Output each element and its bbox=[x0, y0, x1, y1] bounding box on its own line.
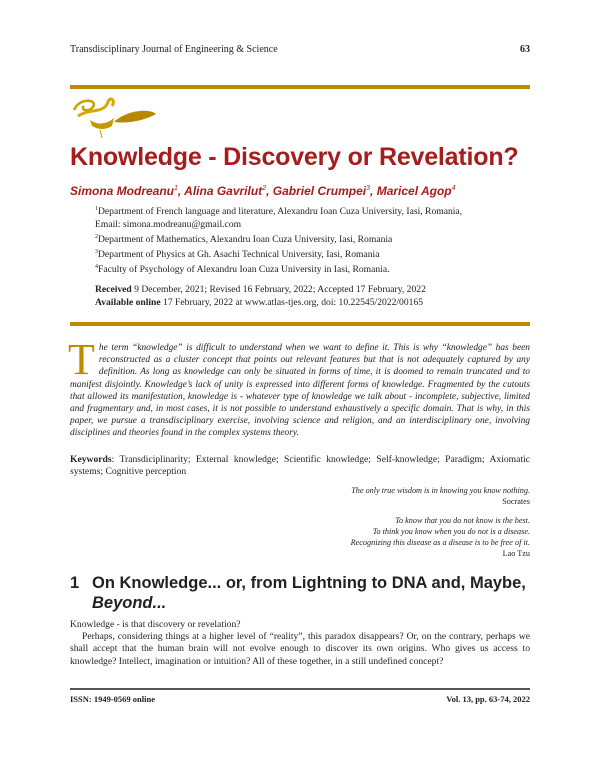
author-list: Simona Modreanu$^1$, Alina Gavrilut$^2$, Gabriel Crumpei$^3$, Maricel Agop$^4$ bbox=[70, 184, 456, 198]
affiliations bbox=[70, 205, 530, 276]
journal-logo bbox=[70, 94, 530, 140]
affiliation-1: $^1$Department of French language and literature, Alexandru Ioan Cuza University, Iasi, Romania, Email: simona.modreanu@gmail.com bbox=[95, 205, 463, 230]
running-header bbox=[70, 44, 530, 56]
epigraph-lao-tzu: To know that you do not know is the best. To think you know when you do not is a disease. Recognizing this disease as a disease is to be free of it. Lao Tzu bbox=[70, 515, 530, 559]
author: Simona Modreanu$^1$ bbox=[70, 184, 178, 198]
quote-author: Lao Tzu bbox=[502, 548, 530, 558]
drop-cap: T bbox=[68, 335, 95, 384]
section-heading: 1 On Knowledge... or, from Lightning to DNA and, Maybe, Beyond... bbox=[70, 573, 526, 612]
keywords: Keywords: Transdiciplinarity; External knowledge; Scientific knowledge; Self-knowledge; Paradigm; Axiomatic systems; Cognitive perception bbox=[70, 453, 530, 478]
received-dates: Received 9 December, 2021; Revised 16 February, 2022; Accepted 17 February, 2022 bbox=[95, 284, 426, 295]
body-text bbox=[70, 619, 530, 669]
affiliation-3: $^3$Department of Physics at Gh. Asachi Technical University, Iasi, Romania bbox=[95, 248, 380, 260]
author: Alina Gavrilut$^2$ bbox=[184, 184, 267, 198]
author: Gabriel Crumpei$^3$ bbox=[272, 184, 371, 198]
gold-rule-top bbox=[70, 85, 530, 89]
page-number: 63 bbox=[520, 44, 530, 55]
abstract: The term “knowledge” is difficult to understand when we want to define it. This is why “knowledge” has been reconstructed as a cluster concept that points out relevant features but that is not adequately captured by any definition. As long as knowledge can only be situated in forms of time, it is doomed to remain truncated and to manifest disjointly. Knowledge’s lack of unity is expressed into different forms of knowledge. Fragmented by the cutouts that allowed its manifestation, knowledge is - whatever type of knowledge we talk about - incomplete, subjective, limited and fragmentary and, in most cases, it is not possible to understand exhaustively a specific domain. That is why, in this paper, we pursue a transdisciplinary exercise, involving science and religion, and an interdisciplinary one, involving disciplines and theories found in the complex systems theory. bbox=[68, 335, 530, 439]
quote-author: Socrates bbox=[502, 496, 530, 506]
volume-info: Vol. 13, pp. 63-74, 2022 bbox=[446, 694, 530, 705]
epigraph-socrates: The only true wisdom is in knowing you know nothing. Socrates bbox=[70, 485, 530, 507]
footer-rule bbox=[70, 688, 530, 690]
issn: ISSN: 1949-0569 online bbox=[70, 694, 156, 705]
affiliation-4: $^4$Faculty of Psychology of Alexandru Ioan Cuza University in Iasi, Romania. bbox=[95, 263, 390, 275]
paragraph: Knowledge - is that discovery or revelation? bbox=[70, 618, 241, 630]
online-date: Available online 17 February, 2022 at www.atlas-tjes.org, doi: 10.22545/2022/00165 bbox=[95, 297, 424, 308]
email: Email: simona.modreanu@gmail.com bbox=[95, 219, 242, 230]
footer bbox=[70, 694, 530, 704]
paper-title: Knowledge - Discovery or Revelation? bbox=[70, 143, 519, 171]
paragraph: Perhaps, considering things at a higher level of “reality”, this paradox disappears? Or, on the contrary, perhaps we shall accept that the human brain will not evolve enough to discover its own origins. Who gives us access to knowledge? Intellect, imagination or intuition? All of these together, in a still undefined concept? bbox=[70, 631, 530, 667]
gold-rule-bottom bbox=[70, 322, 530, 326]
affiliation-2: $^2$Department of Mathematics, Alexandru Ioan Cuza University, Iasi, Romania bbox=[95, 233, 393, 245]
footer-area bbox=[70, 688, 530, 724]
dates bbox=[70, 283, 530, 309]
journal-name: Transdisciplinary Journal of Engineering & Science bbox=[70, 44, 278, 55]
author: Maricel Agop$^4$ bbox=[376, 184, 456, 198]
